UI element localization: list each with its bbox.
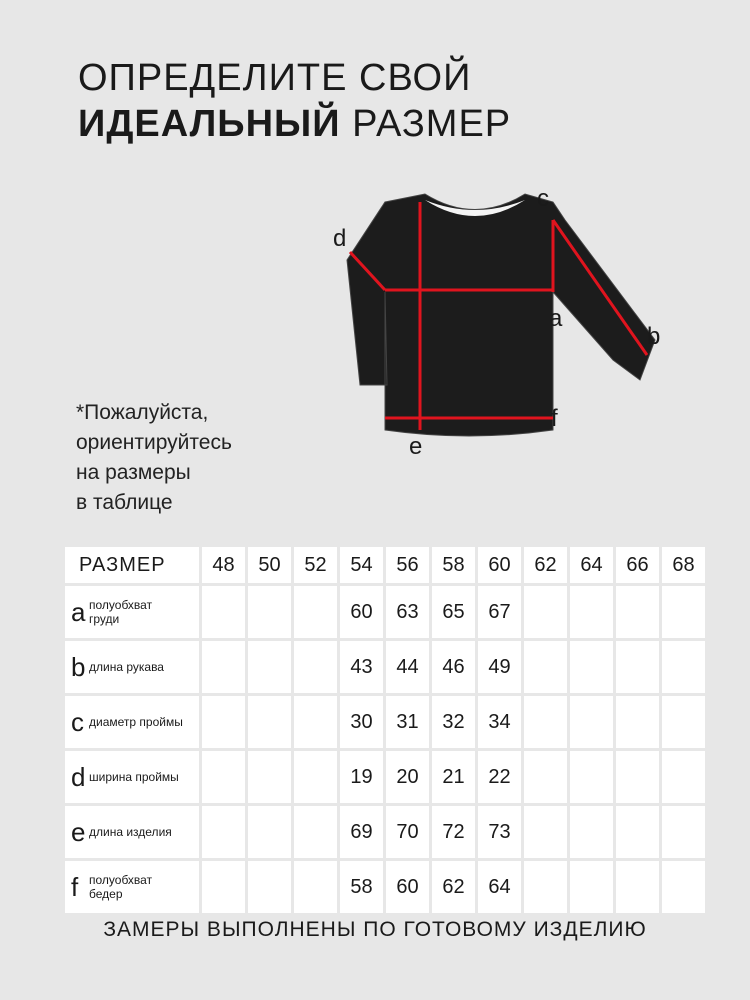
label-d: d (333, 225, 347, 252)
table-cell (662, 696, 705, 748)
table-cell (616, 861, 659, 913)
table-cell (294, 586, 337, 638)
table-cell (248, 696, 291, 748)
table-cell: 44 (386, 641, 429, 693)
table-row (65, 586, 705, 638)
row-letter: d (71, 761, 86, 792)
size-header-cell: 56 (386, 547, 429, 583)
table-cell (616, 806, 659, 858)
table-cell (662, 861, 705, 913)
table-cell (570, 696, 613, 748)
table-cell: 67 (478, 586, 521, 638)
table-cell: 60 (386, 861, 429, 913)
table-cell (294, 751, 337, 803)
table-cell (202, 751, 245, 803)
row-label (65, 751, 199, 803)
table-cell: 49 (478, 641, 521, 693)
size-header-cell: 62 (524, 547, 567, 583)
size-header-cell: 48 (202, 547, 245, 583)
table-cell (202, 806, 245, 858)
table-cell (570, 806, 613, 858)
note-line: ориентируйтесь (76, 431, 232, 454)
table-cell: 58 (340, 861, 383, 913)
page-title (78, 55, 511, 147)
table-cell (662, 641, 705, 693)
table-cell (294, 696, 337, 748)
table-cell (248, 641, 291, 693)
size-header-cell: 66 (616, 547, 659, 583)
table-cell (616, 641, 659, 693)
sizing-note (76, 398, 232, 518)
table-cell: 30 (340, 696, 383, 748)
row-description: диаметр проймы (89, 715, 183, 729)
table-cell (616, 696, 659, 748)
title-rest-word: РАЗМЕР (340, 103, 512, 145)
table-row (65, 751, 705, 803)
table-cell: 22 (478, 751, 521, 803)
table-cell (202, 861, 245, 913)
table-cell: 70 (386, 806, 429, 858)
table-cell (616, 586, 659, 638)
label-e: e (409, 433, 423, 460)
table-cell: 21 (432, 751, 475, 803)
label-c: c (537, 185, 549, 212)
label-b: b (647, 323, 661, 350)
table-cell (524, 806, 567, 858)
row-letter: a (71, 596, 86, 627)
note-line: в таблице (76, 491, 173, 514)
table-cell: 19 (340, 751, 383, 803)
row-letter: f (71, 871, 79, 902)
table-cell: 63 (386, 586, 429, 638)
table-cell: 32 (432, 696, 475, 748)
table-cell (570, 751, 613, 803)
table-row (65, 806, 705, 858)
row-letter: c (71, 706, 84, 737)
table-cell (248, 586, 291, 638)
size-header-cell: 68 (662, 547, 705, 583)
row-description: ширина проймы (89, 770, 179, 784)
table-row (65, 861, 705, 913)
size-header-label: РАЗМЕР (65, 547, 199, 583)
table-cell (248, 861, 291, 913)
table-cell: 46 (432, 641, 475, 693)
row-label (65, 806, 199, 858)
footer-note: ЗАМЕРЫ ВЫПОЛНЕНЫ ПО ГОТОВОМУ ИЗДЕЛИЮ (103, 918, 647, 941)
table-cell (570, 641, 613, 693)
table-cell (248, 751, 291, 803)
table-cell (524, 696, 567, 748)
row-description: длина изделия (89, 825, 172, 839)
table-cell (202, 641, 245, 693)
size-header-cell: 64 (570, 547, 613, 583)
row-description: полуобхват груди (89, 598, 153, 626)
table-cell: 62 (432, 861, 475, 913)
note-line: на размеры (76, 461, 191, 484)
title-bold-word: ИДЕАЛЬНЫЙ (78, 103, 341, 145)
table-cell (294, 861, 337, 913)
table-cell: 60 (340, 586, 383, 638)
table-row (65, 641, 705, 693)
row-description: полуобхват бедер (89, 873, 153, 901)
row-label (65, 641, 199, 693)
table-cell (662, 806, 705, 858)
table-cell: 69 (340, 806, 383, 858)
table-cell (524, 751, 567, 803)
row-letter: e (71, 816, 86, 847)
table-cell: 64 (478, 861, 521, 913)
table-cell: 72 (432, 806, 475, 858)
table-cell (248, 806, 291, 858)
label-a: a (549, 305, 563, 332)
table-cell: 73 (478, 806, 521, 858)
row-label (65, 586, 199, 638)
table-cell: 43 (340, 641, 383, 693)
size-table (62, 544, 708, 916)
table-cell (202, 586, 245, 638)
garment-diagram (325, 180, 670, 460)
row-letter: b (71, 651, 86, 682)
table-cell: 20 (386, 751, 429, 803)
size-header-cell: 50 (248, 547, 291, 583)
table-cell (294, 641, 337, 693)
table-cell (524, 586, 567, 638)
table-cell (294, 806, 337, 858)
table-cell: 31 (386, 696, 429, 748)
label-f: f (551, 405, 558, 432)
table-row (65, 696, 705, 748)
size-header-cell: 54 (340, 547, 383, 583)
garment-body (347, 194, 655, 436)
table-cell (570, 861, 613, 913)
table-cell: 34 (478, 696, 521, 748)
size-header-cell: 60 (478, 547, 521, 583)
size-header-cell: 52 (294, 547, 337, 583)
table-cell (524, 861, 567, 913)
row-description: длина рукава (89, 660, 164, 674)
note-line: *Пожалуйста, (76, 401, 209, 424)
size-header-cell: 58 (432, 547, 475, 583)
title-line-2 (78, 101, 511, 147)
table-cell (570, 586, 613, 638)
title-line-1: ОПРЕДЕЛИТЕ СВОЙ (78, 57, 472, 99)
table-cell (662, 586, 705, 638)
table-cell: 65 (432, 586, 475, 638)
table-cell (662, 751, 705, 803)
table-cell (616, 751, 659, 803)
row-label (65, 861, 199, 913)
table-cell (202, 696, 245, 748)
table-cell (524, 641, 567, 693)
size-header-row (65, 547, 705, 583)
row-label (65, 696, 199, 748)
